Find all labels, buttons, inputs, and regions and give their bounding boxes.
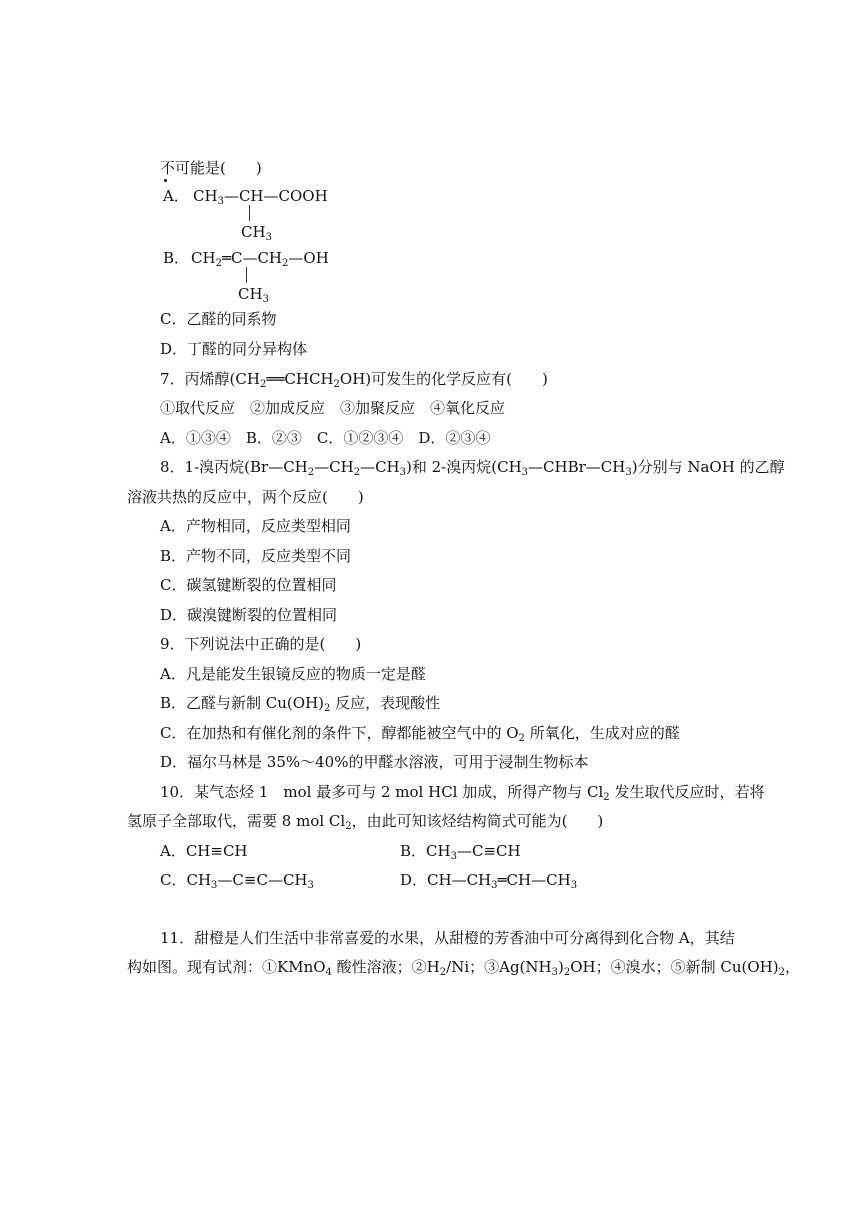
text-part: 所氧化，生成对应的醛 [524,724,680,742]
q6-option-b-branch [238,284,269,304]
text-part: 构如图。现有试剂：①KMnO [127,958,326,976]
text-part: /Ni；③Ag(NH [446,958,552,976]
formula-subscript: 2 [778,967,785,978]
text-part: ) [558,958,564,976]
text-part: 8．1-溴丙烷(Br—CH [160,458,308,476]
text-part: —CH [314,458,354,476]
formula-subscript: 3 [521,467,529,478]
formula-part: —CH—COOH [223,187,328,205]
q9-option-b [160,693,440,713]
formula-subscript: 2 [307,467,315,478]
text-part: ═CH—CH [497,871,571,889]
q6-option-a-main-chain [193,186,328,206]
q8-option-d: D．碳溴键断裂的位置相同 [160,606,338,624]
text-part: )分别与 NaOH 的乙醇 [631,458,785,476]
formula-subscript: 3 [450,851,457,862]
text-part: —CH [360,458,400,476]
formula-part: CH [241,223,266,241]
formula-subscript: 2 [345,821,352,832]
text-part: —C≡C—CH [217,871,308,889]
text-part: C．CH [160,871,212,889]
text-part: OH)可发生的化学反应有( ) [339,370,548,388]
text-part: 氢原子全部取代，需要 8 mol Cl [127,812,346,830]
q10-stem-line2 [127,811,603,831]
q9-option-a: A．凡是能发生银镜反应的物质一定是醛 [160,665,426,683]
formula-subscript: 3 [217,196,224,207]
formula-subscript: 2 [324,703,331,714]
formula-subscript: 2 [563,967,571,978]
q6-option-c: C．乙醛的同系物 [160,310,277,328]
q10-option-d [400,870,577,890]
q11-stem-line2 [127,957,800,977]
q8-stem-line2: 溶液共热的反应中，两个反应( ) [127,488,364,506]
q6-option-b-main-chain [191,248,329,268]
text-part: 7．丙烯醇(CH [160,370,260,388]
q6-option-d: D．丁醛的同分异构体 [160,340,308,358]
text-part: C．在加热和有催化剂的条件下，醇都能被空气中的 O [160,724,519,742]
formula-subscript: 3 [211,880,218,891]
formula-subscript: 2 [259,379,267,390]
formula-part: CH [191,249,216,267]
q10-stem-line1 [160,782,764,802]
formula-part: ═C—CH [221,249,283,267]
bond-line [249,205,250,221]
q10-option-c [160,870,314,890]
formula-subscript: 2 [518,733,525,744]
q6-option-a-letter: A． [163,187,189,205]
formula-part: CH [238,285,263,303]
text-part: —CHBr—CH [528,458,626,476]
text-part: )和 2-溴丙烷(CH [406,458,522,476]
formula-subscript: 2 [353,467,361,478]
formula-subscript: 2 [439,967,447,978]
formula-subscript: 2 [282,258,289,269]
q7-stem [160,369,548,389]
q8-option-c: C．碳氢键断裂的位置相同 [160,576,337,594]
formula-subscript: 3 [570,880,578,891]
formula-subscript: 3 [491,880,498,891]
formula-subscript: 3 [307,880,314,891]
formula-subscript: 3 [262,294,269,305]
q6-option-b-letter: B． [163,249,190,267]
text-part: ，由此可知该烃结构简式可能为( ) [351,812,604,830]
text-part: 发生取代反应时，若将 [609,783,765,801]
text-part: OH；④溴水；⑤新制 Cu(OH) [570,958,779,976]
text-part: B．乙醛与新制 Cu(OH) [160,694,325,712]
formula-subscript: 3 [399,467,407,478]
text-part: —C≡CH [456,842,521,860]
formula-subscript: 2 [215,258,222,269]
formula-subscript: 3 [551,967,558,978]
q10-option-b [400,841,521,861]
bond-line [246,267,247,283]
formula-part: CH [193,187,218,205]
q10-option-a: A．CH≡CH [160,842,248,860]
text-part: ══CHCH [266,370,334,388]
q8-option-a: A．产物相同，反应类型相同 [160,517,351,535]
formula-subscript: 3 [625,467,632,478]
text-part: B．CH [400,842,451,860]
formula-subscript: 4 [325,967,332,978]
q9-option-d: D．福尔马林是 35%～40%的甲醛水溶液，可用于浸制生物标本 [160,753,589,771]
formula-subscript: 2 [333,379,340,390]
formula-part: —OH [288,249,329,267]
emphasis-dot [164,179,167,182]
q9-stem: 9．下列说法中正确的是( ) [160,635,362,653]
text-part: D．CH—CH [400,871,492,889]
q6-option-a-branch [241,222,272,242]
text-part: 反应，表现酸性 [330,694,441,712]
formula-subscript: 3 [265,232,272,243]
q11-stem-line1: 11．甜橙是人们生活中非常喜爱的水果，从甜橙的芳香油中可分离得到化合物 A，其结 [160,929,735,947]
q8-option-b: B．产物不同，反应类型不同 [160,547,352,565]
text-part: ， [784,958,800,976]
text-part: 酸性溶液；②H [331,958,440,976]
q7-options: A．①③④ B．②③ C．①②③④ D．②③④ [160,429,491,447]
q8-stem-line1 [160,457,785,477]
q7-items: ①取代反应 ②加成反应 ③加聚反应 ④氧化反应 [160,399,506,417]
q6-stem: 不可能是( ) [160,159,262,177]
formula-subscript: 2 [603,792,610,803]
text-part: 10．某气态烃 1 mol 最多可与 2 mol HCl 加成，所得产物与 Cl [160,783,604,801]
q9-option-c [160,723,680,743]
